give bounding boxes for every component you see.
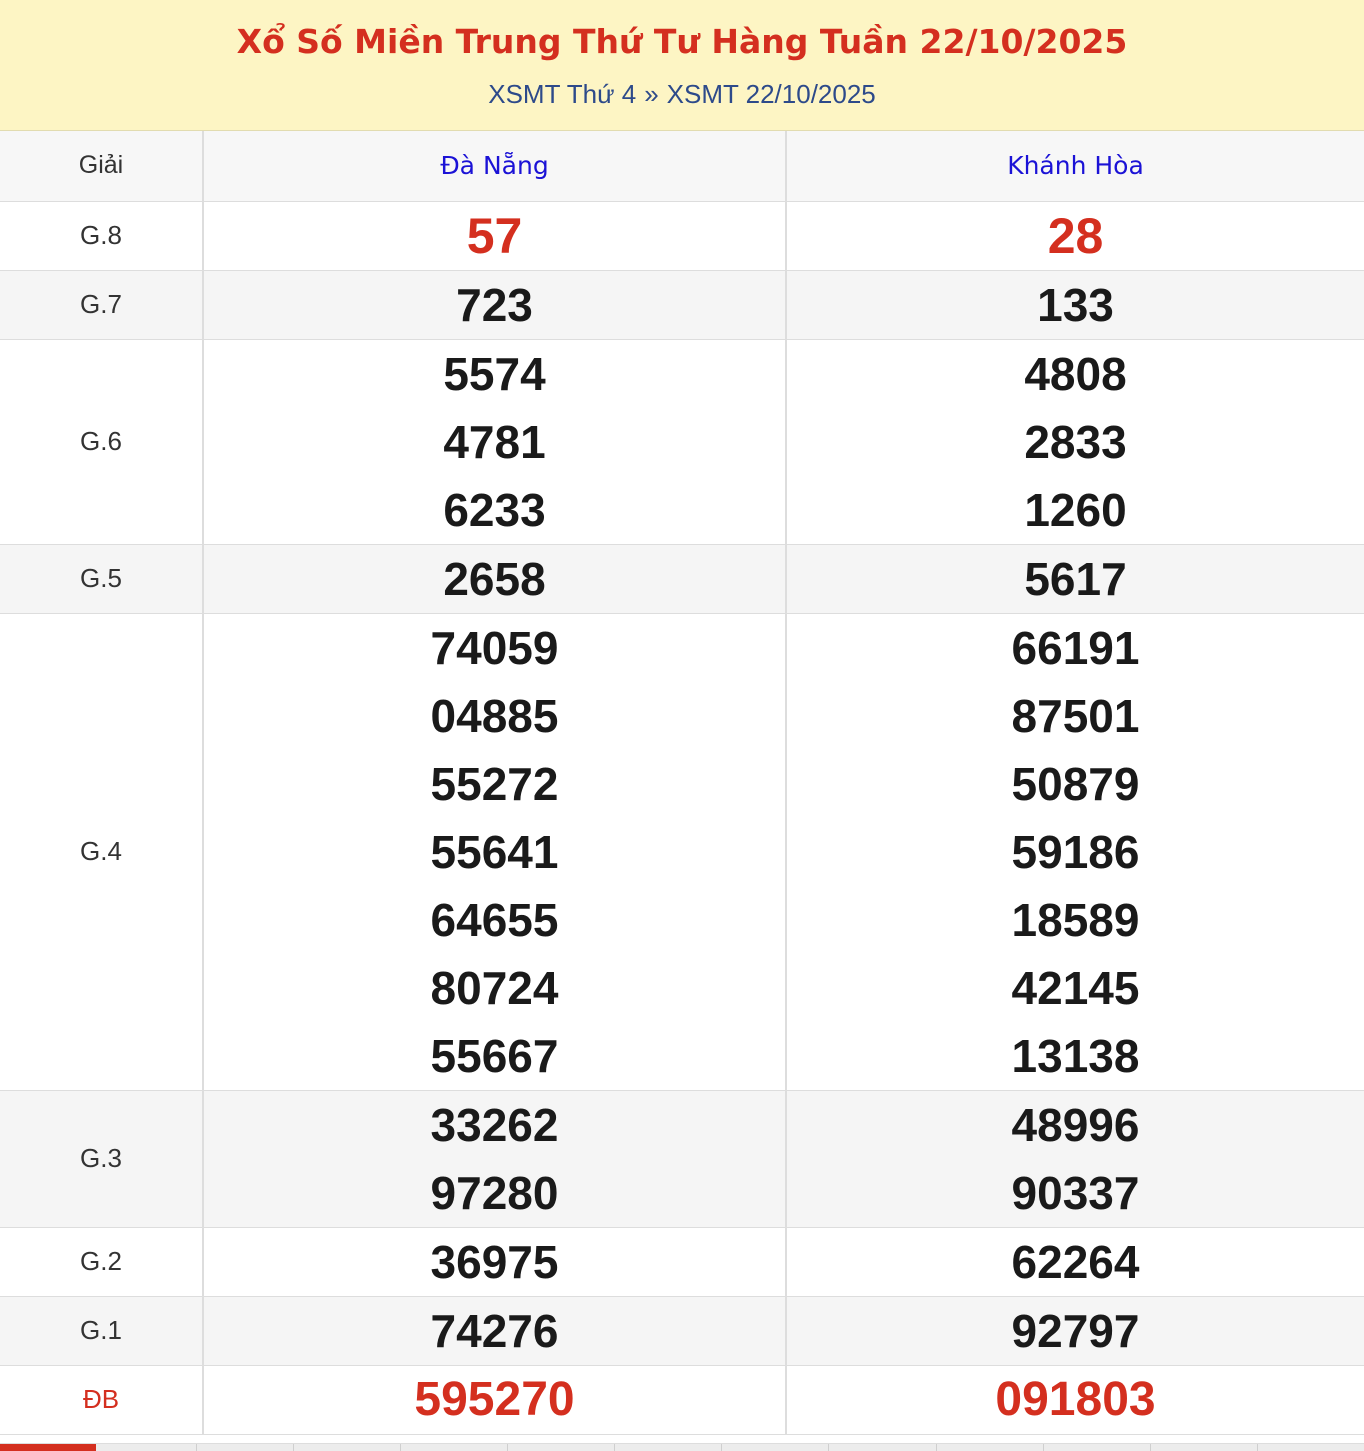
result-number: 90337 <box>1011 1166 1140 1219</box>
bottom-tab-active-indicator[interactable] <box>0 1444 96 1451</box>
result-cell-da-nang <box>203 1365 786 1434</box>
result-cell-khanh-hoa <box>786 201 1364 270</box>
prize-label: G.3 <box>0 1090 203 1227</box>
result-cell-da-nang <box>203 201 786 270</box>
prize-label: G.2 <box>0 1227 203 1296</box>
result-number: 133 <box>1037 278 1114 331</box>
bottom-tab-divider <box>828 1444 829 1451</box>
result-number: 57 <box>466 207 523 264</box>
breadcrumb-link-date[interactable]: XSMT 22/10/2025 <box>666 79 876 109</box>
prize-column-header: Giải <box>0 131 203 201</box>
result-cell-da-nang <box>203 544 786 613</box>
result-cell-khanh-hoa <box>786 613 1364 1090</box>
prize-label: G.8 <box>0 201 203 270</box>
results-body <box>0 201 1364 1434</box>
result-cell-da-nang <box>203 613 786 1090</box>
bottom-tab-divider <box>936 1444 937 1451</box>
prize-label: G.7 <box>0 270 203 339</box>
province-header-khanh-hoa[interactable]: Khánh Hòa <box>786 131 1364 201</box>
bottom-tab-divider <box>1257 1444 1258 1451</box>
result-number: 48996 <box>1011 1098 1140 1151</box>
result-number: 55272 <box>430 757 559 810</box>
result-number: 66191 <box>1011 621 1140 674</box>
result-number: 42145 <box>1011 961 1140 1014</box>
prize-label: G.5 <box>0 544 203 613</box>
result-cell-khanh-hoa <box>786 544 1364 613</box>
result-number: 36975 <box>430 1235 559 1288</box>
prize-row <box>0 544 1364 613</box>
result-number: 33262 <box>430 1098 559 1151</box>
prize-row <box>0 1296 1364 1365</box>
bottom-tab-divider <box>614 1444 615 1451</box>
result-number: 55667 <box>430 1029 559 1082</box>
result-number: 04885 <box>430 689 559 742</box>
result-number: 1260 <box>1024 483 1127 536</box>
result-number: 723 <box>456 278 533 331</box>
bottom-tab-divider <box>721 1444 722 1451</box>
result-cell-khanh-hoa <box>786 1227 1364 1296</box>
result-number: 6233 <box>443 483 546 536</box>
result-number: 92797 <box>1011 1304 1140 1357</box>
result-number: 28 <box>1047 207 1104 264</box>
bottom-tab-strip <box>0 1443 1364 1451</box>
result-number: 97280 <box>430 1166 559 1219</box>
result-cell-khanh-hoa <box>786 1296 1364 1365</box>
prize-row <box>0 613 1364 1090</box>
result-number: 80724 <box>430 961 559 1014</box>
special-prize-number: 595270 <box>414 1372 575 1426</box>
prize-row <box>0 270 1364 339</box>
result-number: 64655 <box>430 893 559 946</box>
page-title: Xổ Số Miền Trung Thứ Tư Hàng Tuần 22/10/2025 <box>236 22 1128 61</box>
result-number: 2658 <box>443 552 546 605</box>
prize-label: G.6 <box>0 339 203 544</box>
result-number: 2833 <box>1024 415 1127 468</box>
breadcrumb <box>0 79 1364 110</box>
result-number: 74276 <box>430 1304 559 1357</box>
prize-label: G.4 <box>0 613 203 1090</box>
result-number: 59186 <box>1011 825 1140 878</box>
prize-row <box>0 339 1364 544</box>
result-number: 4781 <box>443 415 546 468</box>
prize-row <box>0 1090 1364 1227</box>
breadcrumb-separator: » <box>644 79 659 109</box>
result-number: 13138 <box>1011 1029 1140 1082</box>
result-number: 5574 <box>443 347 546 400</box>
result-number: 18589 <box>1011 893 1140 946</box>
result-number: 50879 <box>1011 757 1140 810</box>
result-cell-da-nang <box>203 1227 786 1296</box>
table-header-row <box>0 131 1364 201</box>
prize-row <box>0 201 1364 270</box>
bottom-tab-divider <box>293 1444 294 1451</box>
breadcrumb-link-weekday[interactable]: XSMT Thứ 4 <box>488 79 637 109</box>
results-table <box>0 131 1364 1435</box>
bottom-tab-divider <box>1043 1444 1044 1451</box>
result-cell-da-nang <box>203 270 786 339</box>
result-cell-khanh-hoa <box>786 270 1364 339</box>
prize-label: ĐB <box>0 1365 203 1434</box>
result-cell-da-nang <box>203 1296 786 1365</box>
page-header <box>0 0 1364 131</box>
result-cell-da-nang <box>203 339 786 544</box>
result-number: 4808 <box>1024 347 1127 400</box>
result-number: 62264 <box>1011 1235 1140 1288</box>
bottom-tab-divider <box>400 1444 401 1451</box>
bottom-tab-divider <box>196 1444 197 1451</box>
result-number: 55641 <box>430 825 559 878</box>
province-header-da-nang[interactable]: Đà Nẵng <box>203 131 786 201</box>
result-number: 74059 <box>430 621 559 674</box>
result-number: 5617 <box>1024 552 1127 605</box>
prize-row <box>0 1227 1364 1296</box>
prize-row <box>0 1365 1364 1434</box>
result-number: 87501 <box>1011 689 1140 742</box>
result-cell-khanh-hoa <box>786 1365 1364 1434</box>
result-cell-da-nang <box>203 1090 786 1227</box>
bottom-tab-divider <box>507 1444 508 1451</box>
special-prize-number: 091803 <box>995 1372 1156 1426</box>
bottom-tab-divider <box>1150 1444 1151 1451</box>
result-cell-khanh-hoa <box>786 1090 1364 1227</box>
result-cell-khanh-hoa <box>786 339 1364 544</box>
prize-label: G.1 <box>0 1296 203 1365</box>
